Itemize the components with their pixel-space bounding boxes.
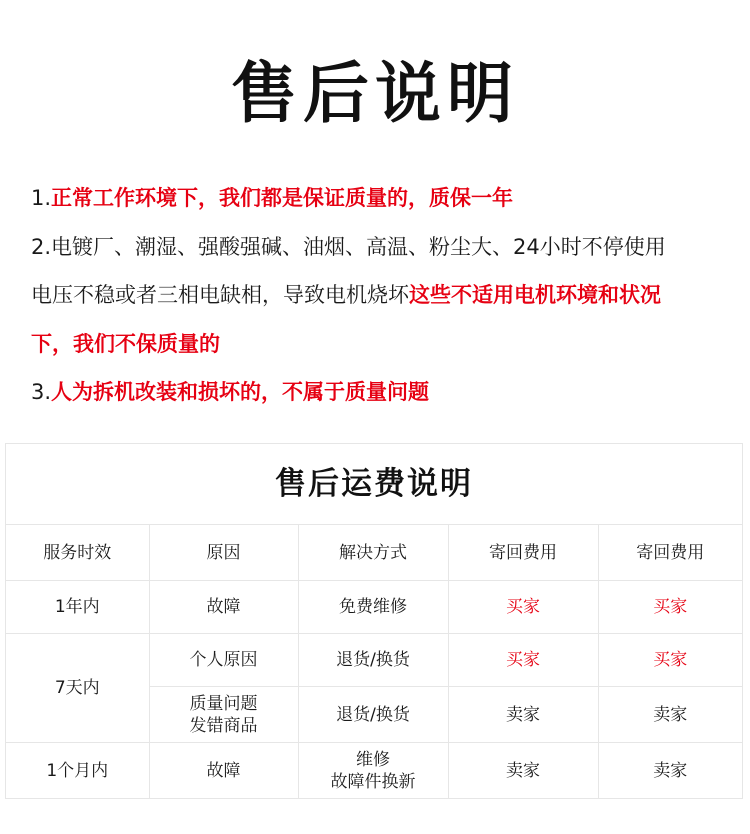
period-cell: 1年内: [6, 581, 149, 634]
reason-line: 质量问题: [189, 693, 258, 714]
period-cell: 7天内: [6, 634, 149, 743]
fee-cell: 买家: [598, 634, 742, 687]
fee-cell: 买家: [448, 581, 598, 634]
column-header: 寄回费用: [448, 525, 598, 581]
reason-line: 发错商品: [189, 715, 258, 736]
reason-cell: 故障: [149, 581, 298, 634]
note-line-3: [31, 275, 731, 324]
fee-cell: 卖家: [598, 687, 742, 743]
reason-cell: [149, 687, 298, 743]
solution-cell: 退货/换货: [298, 634, 448, 687]
note-line-5: [31, 372, 731, 421]
note-line-1: [31, 178, 731, 227]
reason-cell: 个人原因: [149, 634, 298, 687]
note-text-highlight: 这些不适用电机环境和状况: [409, 283, 661, 307]
note-line-4: [31, 324, 731, 373]
shipping-title: 售后运费说明: [275, 466, 473, 502]
note-text: 正常工作环境下，我们都是保证质量的，质保一年: [51, 186, 514, 210]
note-text-highlight: 下，我们不保质量的: [31, 331, 220, 356]
fee-cell: 卖家: [448, 687, 598, 743]
after-sales-notes: [31, 178, 731, 421]
fee-cell: 卖家: [598, 743, 742, 799]
note-line-2: [31, 227, 731, 276]
note-number: 1.: [31, 186, 52, 210]
solution-cell: [298, 743, 448, 799]
solution-line: 维修: [356, 749, 390, 770]
column-header: 原因: [149, 525, 298, 581]
column-header: 解决方式: [298, 525, 448, 581]
fee-cell: 买家: [598, 581, 742, 634]
table-row: [6, 581, 742, 634]
note-text: 电镀厂、潮湿、强酸强碱、油烟、高温、粉尘大、24小时不停使用: [51, 234, 666, 259]
note-number: 3.: [31, 380, 52, 404]
solution-cell: 免费维修: [298, 581, 448, 634]
note-number: 2.: [31, 234, 52, 259]
shipping-panel: [5, 443, 743, 799]
period-cell: 1个月内: [6, 743, 149, 799]
table-row: [6, 634, 742, 687]
column-header: 寄回费用: [598, 525, 742, 581]
column-header: 服务时效: [6, 525, 149, 581]
solution-cell: 退货/换货: [298, 687, 448, 743]
fee-cell: 买家: [448, 634, 598, 687]
reason-cell: 故障: [149, 743, 298, 799]
solution-line: 故障件换新: [330, 771, 416, 792]
page-title: 售后说明: [231, 55, 519, 132]
shipping-table: [6, 524, 742, 799]
note-text: 人为拆机改装和损坏的，不属于质量问题: [51, 380, 430, 404]
table-header-row: [6, 525, 742, 581]
note-text: 电压不稳或者三相电缺相，导致电机烧坏: [31, 283, 409, 307]
table-row: [6, 743, 742, 799]
fee-cell: 卖家: [448, 743, 598, 799]
